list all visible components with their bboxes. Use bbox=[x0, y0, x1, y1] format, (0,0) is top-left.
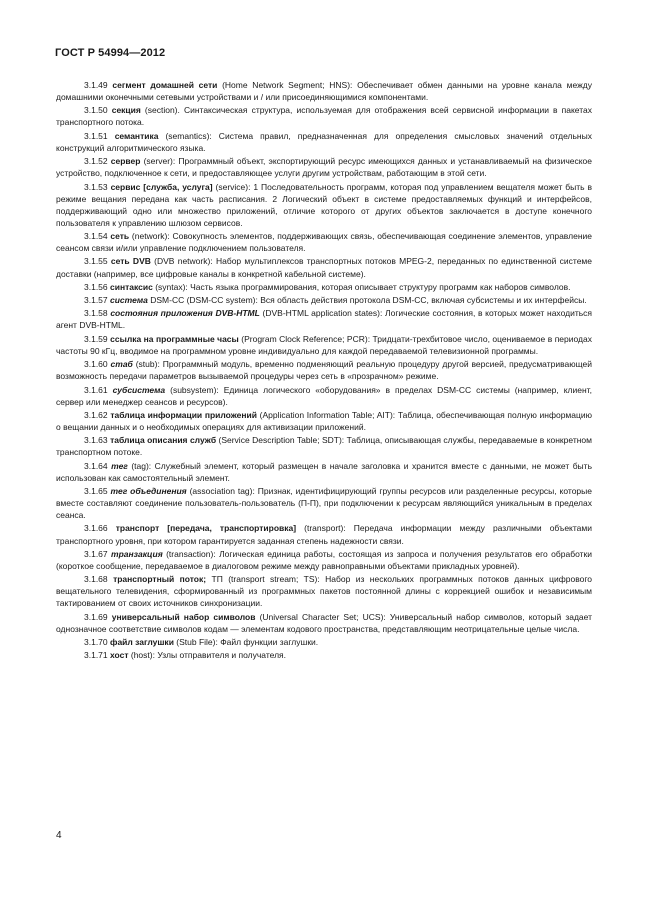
term-name: стаб bbox=[110, 359, 133, 370]
term-entry bbox=[56, 485, 592, 521]
term-definition: (DVB network): Набор мультиплексов транспортных потоков MPEG-2, переданных по единственной системе доставки (например, все цифровые каналы в конкретной кабельной системе). bbox=[56, 256, 592, 279]
term-definition: (subsystem): Единица логического «оборудования» в пределах DSM-CC системы (например, клиент, сервер или менеджер сеансов и ресурсов). bbox=[56, 384, 592, 407]
term-entry bbox=[56, 333, 592, 357]
term-entry bbox=[56, 307, 592, 331]
term-name: сервис [служба, услуга] bbox=[110, 181, 213, 192]
terms-list bbox=[56, 79, 592, 663]
term-name: сервер bbox=[110, 156, 141, 167]
term-definition: (service): 1 Последовательность программ, которая под управлением вещателя может быть в режиме вещания передана как часть расписания. 2 Логический объект в системе предоставляемых функций и интерфейсов, поддерживающий одно или множество приложений, отличие которого от других объектов заключается в доступе конечного пользователя к управлению шлюзом сервисов. bbox=[56, 181, 592, 228]
term-number: 3.1.52 bbox=[84, 156, 108, 167]
term-name: синтаксис bbox=[110, 281, 153, 292]
term-name: сеть DVB bbox=[110, 256, 151, 267]
term-definition: (Home Network Segment; HNS): Обеспечивает обмен данными на уровне канала между домашними оконечными сетевыми устройствами и / или присоединяющимися компонентами. bbox=[56, 80, 592, 103]
term-entry bbox=[56, 636, 592, 648]
term-name: секция bbox=[111, 105, 141, 116]
term-entry bbox=[56, 522, 592, 546]
term-name: сегмент домашней сети bbox=[112, 80, 218, 90]
term-entry bbox=[56, 611, 592, 635]
term-name: сеть bbox=[110, 231, 130, 242]
term-definition: (host): Узлы отправителя и получателя. bbox=[128, 650, 287, 661]
term-name: тег объединения bbox=[110, 486, 187, 496]
term-name: транзакция bbox=[111, 548, 163, 559]
term-number: 3.1.69 bbox=[84, 611, 108, 622]
term-entry bbox=[56, 294, 592, 306]
term-name: семантика bbox=[114, 130, 159, 141]
term-number: 3.1.60 bbox=[84, 359, 108, 370]
term-definition: (Universal Character Set; UCS): Универсальный набор символов, который задает однозначное соответствие символов кодам — элементам кодового пространства, представляющим неотрицательные целые числа. bbox=[56, 611, 592, 634]
term-name: таблица описания служб bbox=[110, 435, 217, 446]
term-definition: (Program Clock Reference; PCR): Тридцати-трехбитовое число, оцениваемое в периодах частоты 90 кГц, вводимое на программном уровне индивидуально для каждой передаваемой телевизионной программы. bbox=[56, 333, 592, 356]
term-entry bbox=[56, 281, 592, 293]
term-entry bbox=[56, 181, 592, 229]
term-number: 3.1.54 bbox=[84, 231, 108, 242]
page-number: 4 bbox=[56, 830, 62, 841]
term-definition: (Stub File): Файл функции заглушки. bbox=[173, 637, 319, 648]
term-definition: (stub): Программный модуль, временно подменяющий реальную процедуру другой версией, предусматривающей возможность передачи параметров вызываемой процедуры через сеть в «прозрачном» режиме. bbox=[56, 359, 592, 382]
term-entry bbox=[56, 548, 592, 572]
term-name: файл заглушки bbox=[110, 637, 174, 648]
term-entry bbox=[56, 460, 592, 484]
term-number: 3.1.55 bbox=[84, 256, 108, 267]
term-entry bbox=[56, 384, 592, 408]
term-definition: ТП (transport stream; TS): Набор из нескольких программных потоков данных цифрового вещательного телевидения, сформированный из программных пакетов постоянной длины с коррекцией ошибок и независимым тактированием от своих источников синхронизации. bbox=[56, 574, 592, 609]
term-number: 3.1.70 bbox=[84, 637, 108, 648]
term-name: тег bbox=[111, 460, 128, 471]
term-name: таблица информации приложений bbox=[110, 409, 257, 420]
term-definition: (association tag): Признак, идентифицирующий группы ресурсов или разделенные ресурсы, которые вместе составляют соединение пользователь-пользователь (П-П), при подключении к ресурсам являющийся уникальным в пределах сеанса. bbox=[56, 486, 592, 521]
term-entry bbox=[56, 358, 592, 382]
term-name: хост bbox=[110, 650, 129, 661]
term-entry bbox=[56, 649, 592, 661]
term-name: транспорт [передача, транспортировка] bbox=[115, 523, 297, 534]
term-definition: (network): Совокупность элементов, поддерживающих связь, обеспечивающая соединение элементов, управление сеансом связи и/или управление подключением пользователя. bbox=[56, 231, 592, 254]
term-definition: (semantics): Система правил, предназначенная для определения смысловых значений отдельных конструкций алгоритмического языка. bbox=[56, 130, 592, 153]
term-definition: (syntax): Часть языка программирования, которая описывает структуру программ как наборов символов. bbox=[152, 281, 571, 292]
term-name: система bbox=[110, 295, 148, 306]
term-number: 3.1.58 bbox=[84, 308, 108, 319]
term-name: субсистема bbox=[112, 384, 166, 395]
term-number: 3.1.56 bbox=[84, 281, 108, 292]
term-number: 3.1.63 bbox=[84, 435, 108, 446]
term-number: 3.1.71 bbox=[84, 650, 108, 661]
term-number: 3.1.49 bbox=[84, 80, 108, 90]
term-entry bbox=[56, 230, 592, 254]
term-definition: (tag): Служебный элемент, который размещен в начале заголовка и хранится вместе с данными, не может быть использован как самостоятельный элемент. bbox=[56, 460, 592, 483]
term-definition: (server): Программный объект, экспортирующий ресурс имеющихся данных и устанавливаемый на физическое устройство, подключенное к сети, и предоставляющее услуги другим устройствам, работающим в этой сети. bbox=[56, 156, 592, 179]
term-number: 3.1.62 bbox=[84, 409, 108, 420]
term-number: 3.1.57 bbox=[84, 295, 108, 306]
term-name: состояния приложения DVB-HTML bbox=[110, 308, 260, 319]
term-definition: DSM-CC (DSM-CC system): Вся область действия протокола DSM-CC, включая субсистемы и их интерфейсы. bbox=[147, 295, 587, 306]
term-number: 3.1.61 bbox=[84, 384, 108, 395]
term-entry bbox=[56, 255, 592, 279]
term-number: 3.1.50 bbox=[84, 105, 108, 116]
term-number: 3.1.67 bbox=[84, 548, 108, 559]
term-name: ссылка на программные часы bbox=[110, 333, 239, 344]
term-number: 3.1.65 bbox=[84, 486, 108, 496]
term-entry bbox=[56, 434, 592, 458]
term-number: 3.1.68 bbox=[84, 574, 108, 585]
standard-header: ГОСТ Р 54994—2012 bbox=[55, 47, 166, 59]
term-number: 3.1.64 bbox=[84, 460, 108, 471]
term-entry bbox=[56, 104, 592, 128]
term-definition: (Application Information Table; AIT): Таблица, обеспечивающая полную информацию о вещании данных и о необходимых операциях для активизации приложений. bbox=[56, 409, 592, 432]
term-number: 3.1.66 bbox=[84, 523, 108, 534]
term-number: 3.1.51 bbox=[84, 130, 108, 141]
term-definition: (transaction): Логическая единица работы, состоящая из запроса и получения результатов его обработки (короткое сообщение, передаваемое в диалоговом режиме между равноправными объектами прикладных уровней). bbox=[56, 548, 592, 571]
term-entry bbox=[56, 573, 592, 609]
term-entry bbox=[56, 409, 592, 433]
term-entry bbox=[56, 79, 592, 103]
term-number: 3.1.53 bbox=[84, 181, 108, 192]
term-definition: (section). Синтаксическая структура, используемая для отображения всей сервисной информации в пакетах транспортного потока. bbox=[56, 105, 592, 128]
term-entry bbox=[56, 155, 592, 179]
term-entry bbox=[56, 130, 592, 154]
term-number: 3.1.59 bbox=[84, 333, 108, 344]
term-definition: (DVB-HTML application states): Логические состояния, в которых может находиться агент DVB-HTML. bbox=[56, 308, 592, 331]
term-definition: (transport): Передача информации между различными объектами транспортного уровня, при котором гарантируется заданная степень надежности связи. bbox=[56, 523, 592, 546]
term-name: транспортный поток; bbox=[113, 574, 207, 585]
term-name: универсальный набор символов bbox=[111, 611, 256, 622]
term-definition: (Service Description Table; SDT): Таблица, описывающая службы, передаваемые в конкретном транспортном потоке. bbox=[56, 435, 592, 458]
